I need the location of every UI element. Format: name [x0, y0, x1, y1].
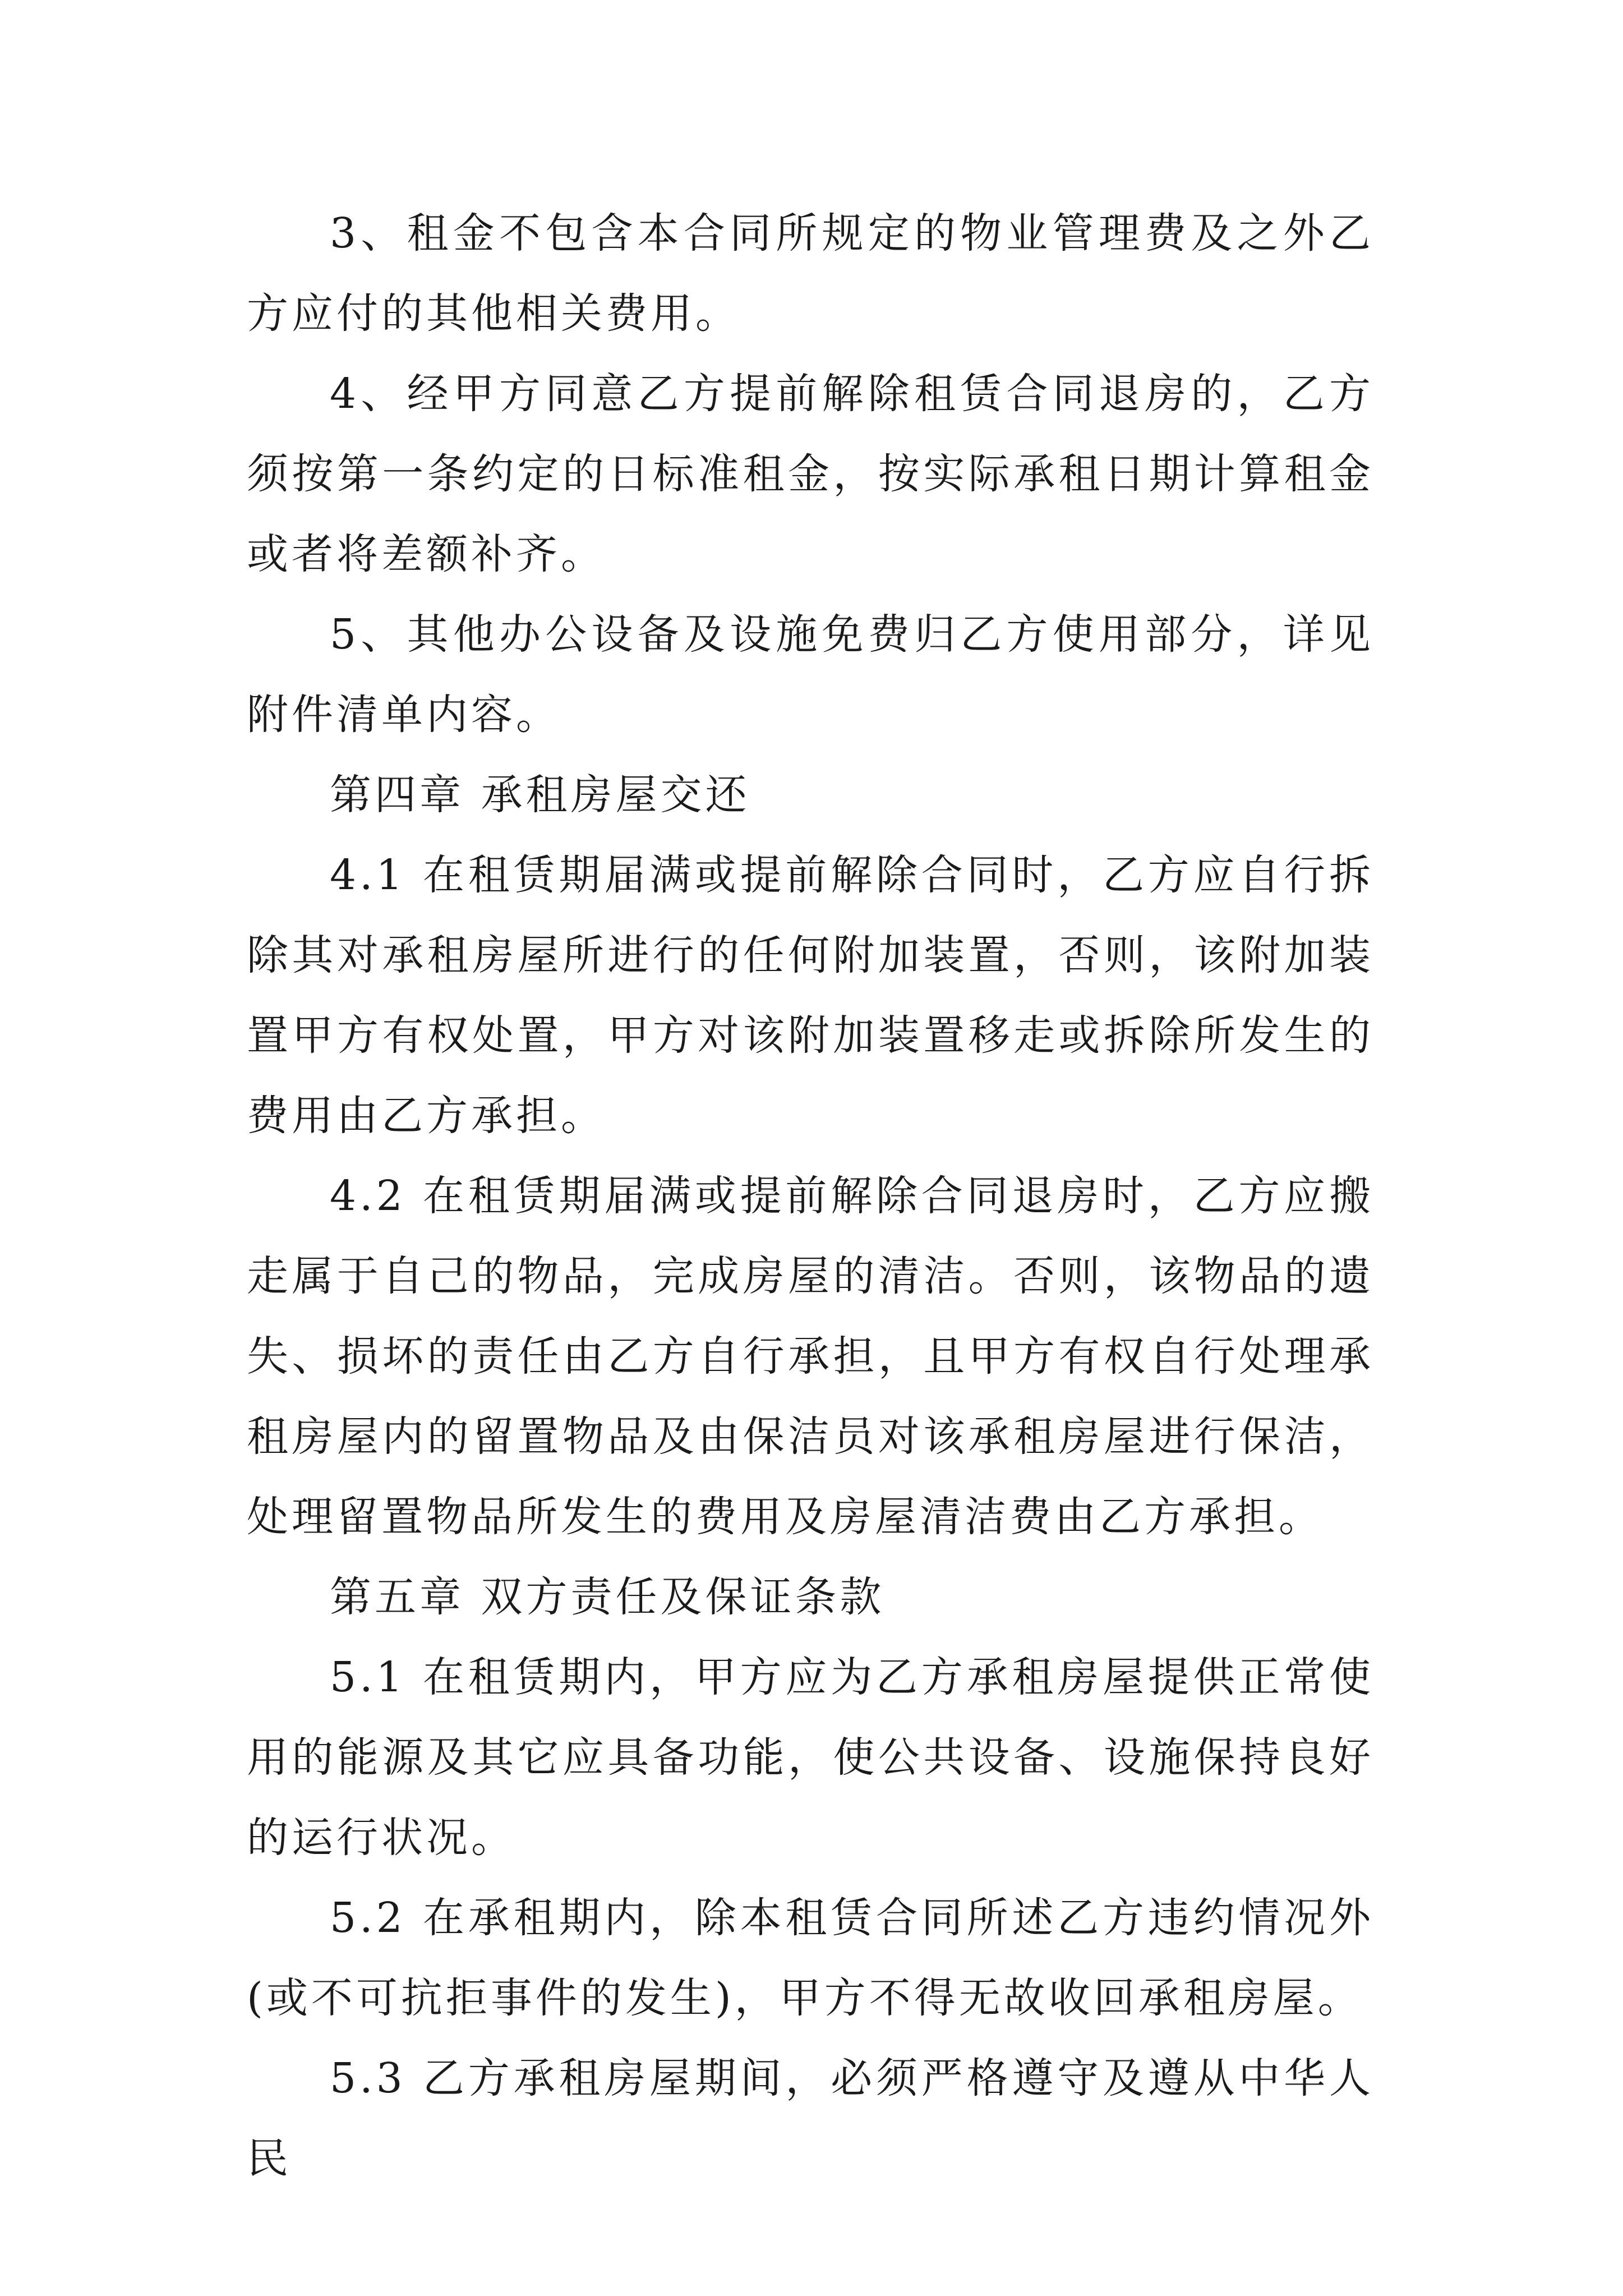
clause-4-1: 4.1 在租赁期届满或提前解除合同时，乙方应自行拆除其对承租房屋所进行的任何附加装置，否则，该附加装置甲方有权处置，甲方对该附加装置移走或拆除所发生的费用由乙方承担。: [247, 851, 1374, 1140]
clause-5-3: 5.3 乙方承租房屋期间，必须严格遵守及遵从中华人民: [247, 2054, 1374, 2183]
paragraph-early-termination: 4、经甲方同意乙方提前解除租赁合同退房的，乙方须按第一条约定的日标准租金，按实际承租日期计算租金或者将差额补齐。: [247, 370, 1374, 578]
chapter-heading-5: 第五章 双方责任及保证条款: [330, 1573, 885, 1621]
clause-5-1: 5.1 在租赁期内，甲方应为乙方承租房屋提供正常使用的能源及其它应具备功能，使公共设备、设施保持良好的运行状况。: [247, 1653, 1374, 1862]
document-body: [247, 194, 1374, 2199]
paragraph-rent-exclusions: 3、租金不包含本合同所规定的物业管理费及之外乙方应付的其他相关费用。: [247, 209, 1374, 338]
paragraph-office-equipment: 5、其他办公设备及设施免费归乙方使用部分，详见附件清单内容。: [247, 610, 1374, 739]
clause-5-2: 5.2 在承租期内，除本租赁合同所述乙方违约情况外(或不可抗拒事件的发生)，甲方不得无故收回承租房屋。: [247, 1894, 1374, 2022]
chapter-heading-4: 第四章 承租房屋交还: [330, 771, 750, 819]
clause-4-2: 4.2 在租赁期届满或提前解除合同退房时，乙方应搬走属于自己的物品，完成房屋的清洁。否则，该物品的遗失、损坏的责任由乙方自行承担，且甲方有权自行处理承租房屋内的留置物品及由保洁员对该承租房屋进行保洁，处理留置物品所发生的费用及房屋清洁费由乙方承担。: [247, 1172, 1374, 1541]
